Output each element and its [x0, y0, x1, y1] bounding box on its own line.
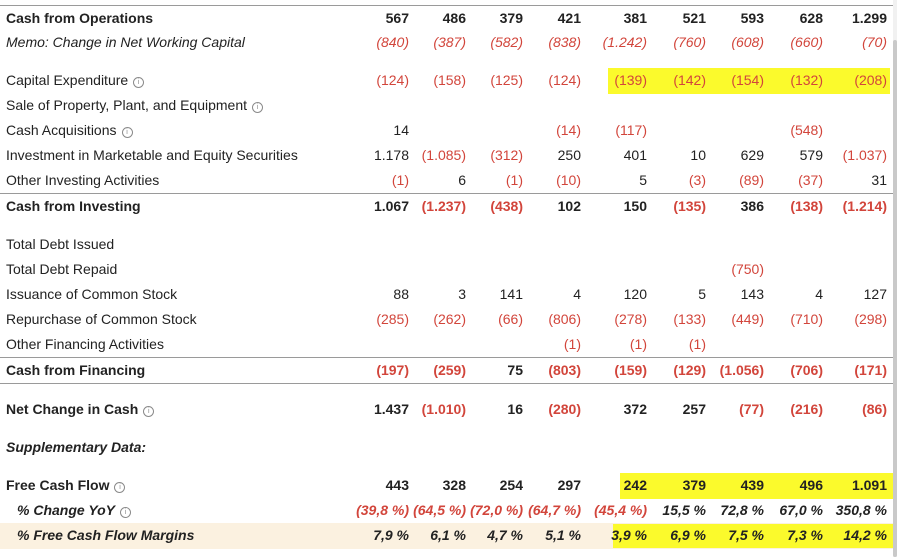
- table-cell: (1.237): [421, 198, 466, 214]
- row-label-text: Repurchase of Common Stock: [6, 311, 197, 327]
- table-cell: (216): [790, 401, 823, 417]
- table-row: [0, 143, 893, 168]
- table-cell: 579: [799, 147, 823, 163]
- table-cell: 629: [740, 147, 764, 163]
- table-row: [0, 282, 893, 307]
- table-cell: (1.242): [602, 34, 647, 50]
- table-cell: 75: [507, 362, 523, 378]
- table-cell: 102: [557, 198, 581, 214]
- row-label: [6, 168, 159, 193]
- table-cell: (129): [673, 362, 706, 378]
- table-cell: (840): [376, 34, 409, 50]
- row-label-text: Supplementary Data:: [6, 439, 147, 455]
- table-cell: (135): [673, 198, 706, 214]
- table-cell: (582): [490, 34, 523, 50]
- table-cell: (1): [391, 172, 409, 188]
- table-cell: 16: [507, 401, 523, 417]
- table-cell: (64,7 %): [528, 502, 581, 518]
- table-cell: (86): [862, 401, 887, 417]
- table-cell: 143: [740, 286, 764, 302]
- table-row: [0, 332, 893, 358]
- table-cell: 1.067: [373, 198, 409, 214]
- table-cell: (438): [490, 198, 523, 214]
- info-circle-icon[interactable]: i: [122, 127, 133, 138]
- table-cell: 443: [385, 477, 409, 493]
- row-label: [6, 282, 177, 307]
- table-cell: (117): [615, 122, 647, 138]
- table-cell: 593: [740, 10, 764, 26]
- info-circle-icon[interactable]: i: [120, 507, 131, 518]
- table-cell: 7,9 %: [373, 527, 409, 543]
- row-label-text: Capital Expenditure: [6, 72, 129, 88]
- table-cell: (312): [490, 147, 523, 163]
- info-circle-icon[interactable]: i: [133, 77, 144, 88]
- table-cell: (125): [490, 72, 523, 88]
- table-cell: 521: [682, 10, 706, 26]
- table-cell: 141: [499, 286, 523, 302]
- table-cell: 567: [385, 10, 409, 26]
- table-cell: 14: [393, 122, 409, 138]
- table-cell: (1): [629, 336, 647, 352]
- table-cell: (132): [790, 72, 823, 88]
- table-cell: 254: [499, 477, 523, 493]
- row-label: [6, 30, 245, 55]
- table-cell: (45,4 %): [594, 502, 647, 518]
- row-label: [6, 257, 117, 282]
- table-cell: (449): [731, 311, 764, 327]
- table-cell: (39,8 %): [356, 502, 409, 518]
- row-label: [6, 93, 263, 118]
- table-cell: (66): [498, 311, 523, 327]
- table-cell: (1): [688, 336, 706, 352]
- table-cell: 5: [639, 172, 647, 188]
- table-cell: (280): [548, 401, 581, 417]
- table-cell: 3: [458, 286, 466, 302]
- scrollbar-thumb[interactable]: [893, 40, 897, 557]
- table-cell: 421: [557, 10, 581, 26]
- table-row: [0, 168, 893, 194]
- table-cell: 381: [623, 10, 647, 26]
- table-cell: (262): [433, 311, 466, 327]
- row-label: [6, 435, 146, 460]
- table-cell: 1.437: [373, 401, 409, 417]
- table-cell: (208): [854, 72, 887, 88]
- table-row: [0, 30, 893, 55]
- row-label-text: Cash from Operations: [6, 10, 154, 26]
- table-cell: (159): [614, 362, 647, 378]
- table-cell: 372: [623, 401, 647, 417]
- table-cell: (1.085): [421, 147, 466, 163]
- table-cell: 628: [799, 10, 823, 26]
- table-cell: (806): [548, 311, 581, 327]
- row-label-text: Cash from Financing: [6, 362, 146, 378]
- row-label: [6, 6, 153, 31]
- row-label-text: % Free Cash Flow Margins: [17, 527, 195, 543]
- table-cell: (1): [505, 172, 523, 188]
- table-cell: (750): [731, 261, 764, 277]
- row-label-text: Other Financing Activities: [6, 336, 164, 352]
- row-label-text: Issuance of Common Stock: [6, 286, 178, 302]
- row-label: [6, 143, 298, 168]
- table-cell: (278): [614, 311, 647, 327]
- table-cell: (706): [790, 362, 823, 378]
- table-cell: 486: [442, 10, 466, 26]
- table-cell: 3,9 %: [611, 527, 647, 543]
- table-cell: 67,0 %: [779, 502, 823, 518]
- table-cell: 15,5 %: [662, 502, 706, 518]
- table-cell: (37): [798, 172, 823, 188]
- table-cell: 328: [442, 477, 466, 493]
- row-label-text: Other Investing Activities: [6, 172, 160, 188]
- table-row: [0, 358, 893, 384]
- table-cell: 7,3 %: [787, 527, 823, 543]
- table-cell: (760): [673, 34, 706, 50]
- table-cell: 7,5 %: [728, 527, 764, 543]
- table-cell: (710): [790, 311, 823, 327]
- table-cell: (803): [548, 362, 581, 378]
- table-cell: (64,5 %): [413, 502, 466, 518]
- row-label-text: Cash from Investing: [6, 198, 141, 214]
- row-label: [6, 397, 154, 422]
- table-cell: (660): [790, 34, 823, 50]
- table-cell: (298): [854, 311, 887, 327]
- table-cell: 6,1 %: [430, 527, 466, 543]
- row-label-text: % Change YoY: [17, 502, 116, 518]
- row-label: [6, 358, 145, 383]
- row-label-text: Investment in Marketable and Equity Securities: [6, 147, 298, 163]
- table-cell: (171): [854, 362, 887, 378]
- table-cell: (124): [548, 72, 581, 88]
- table-row: [0, 397, 893, 422]
- table-cell: 5,1 %: [545, 527, 581, 543]
- row-label-text: Net Change in Cash: [6, 401, 139, 417]
- row-label: [17, 523, 194, 548]
- row-label: [6, 194, 141, 219]
- table-cell: 439: [740, 477, 764, 493]
- table-row: [0, 118, 893, 143]
- table-cell: 386: [740, 198, 764, 214]
- table-cell: (1.056): [719, 362, 764, 378]
- table-row: [0, 257, 893, 282]
- table-cell: 350,8 %: [835, 502, 887, 518]
- table-cell: 250: [557, 147, 581, 163]
- row-label-text: Cash Acquisitions: [6, 122, 117, 138]
- table-cell: (1): [563, 336, 581, 352]
- table-cell: 1.299: [851, 10, 887, 26]
- row-label-text: Free Cash Flow: [6, 477, 110, 493]
- table-row: [0, 232, 893, 257]
- table-row: [0, 435, 893, 460]
- table-cell: (608): [731, 34, 764, 50]
- table-cell: 31: [871, 172, 887, 188]
- table-cell: (154): [731, 72, 764, 88]
- row-label-text: Memo: Change in Net Working Capital: [6, 34, 245, 50]
- table-cell: (158): [433, 72, 466, 88]
- table-cell: 4: [815, 286, 823, 302]
- table-cell: (133): [673, 311, 706, 327]
- table-cell: (124): [376, 72, 409, 88]
- table-cell: (139): [614, 72, 647, 88]
- table-cell: 120: [623, 286, 647, 302]
- table-cell: 72,8 %: [720, 502, 764, 518]
- table-cell: 257: [682, 401, 706, 417]
- table-cell: 379: [682, 477, 706, 493]
- table-cell: (1.010): [421, 401, 466, 417]
- table-cell: (72,0 %): [470, 502, 523, 518]
- vertical-scrollbar[interactable]: [893, 0, 897, 557]
- table-cell: (1.214): [842, 198, 887, 214]
- table-cell: (138): [790, 198, 823, 214]
- table-cell: (838): [548, 34, 581, 50]
- table-row: [0, 5, 893, 31]
- table-cell: (77): [739, 401, 764, 417]
- table-cell: 14,2 %: [843, 527, 887, 543]
- row-label: [6, 332, 164, 357]
- table-row: [0, 523, 893, 548]
- table-row: [0, 307, 893, 332]
- table-cell: 401: [623, 147, 647, 163]
- table-cell: 1.178: [373, 147, 409, 163]
- info-circle-icon[interactable]: i: [252, 102, 263, 113]
- row-label: [17, 498, 131, 523]
- table-cell: (387): [433, 34, 466, 50]
- table-row: [0, 68, 893, 93]
- table-cell: (197): [376, 362, 409, 378]
- table-cell: 297: [557, 477, 581, 493]
- row-label-text: Total Debt Repaid: [6, 261, 118, 277]
- table-row: [0, 93, 893, 118]
- row-label: [6, 473, 125, 498]
- row-label: [6, 118, 133, 143]
- row-label-text: Sale of Property, Plant, and Equipment: [6, 97, 247, 113]
- info-circle-icon[interactable]: i: [143, 406, 154, 417]
- table-cell: (142): [673, 72, 706, 88]
- table-row: [0, 498, 893, 523]
- table-cell: (548): [790, 122, 823, 138]
- table-cell: (70): [862, 34, 887, 50]
- table-cell: 10: [690, 147, 706, 163]
- table-row: [0, 473, 893, 498]
- table-cell: 1.091: [851, 477, 887, 493]
- row-label: [6, 68, 144, 93]
- table-cell: 88: [393, 286, 409, 302]
- table-cell: (3): [688, 172, 706, 188]
- table-cell: (285): [376, 311, 409, 327]
- table-cell: 6,9 %: [670, 527, 706, 543]
- row-label-text: Total Debt Issued: [6, 236, 115, 252]
- table-cell: (1.037): [842, 147, 887, 163]
- table-cell: (259): [433, 362, 466, 378]
- table-cell: 4,7 %: [487, 527, 523, 543]
- table-cell: 127: [863, 286, 887, 302]
- table-cell: (10): [556, 172, 581, 188]
- table-cell: 150: [623, 198, 647, 214]
- info-circle-icon[interactable]: i: [114, 482, 125, 493]
- table-cell: 6: [458, 172, 466, 188]
- table-cell: 5: [698, 286, 706, 302]
- table-cell: 496: [799, 477, 823, 493]
- row-label: [6, 232, 114, 257]
- table-cell: (89): [739, 172, 764, 188]
- table-cell: 379: [499, 10, 523, 26]
- row-label: [6, 307, 197, 332]
- table-cell: 4: [573, 286, 581, 302]
- table-row: [0, 194, 893, 219]
- table-cell: (14): [556, 122, 581, 138]
- table-cell: 242: [623, 477, 647, 493]
